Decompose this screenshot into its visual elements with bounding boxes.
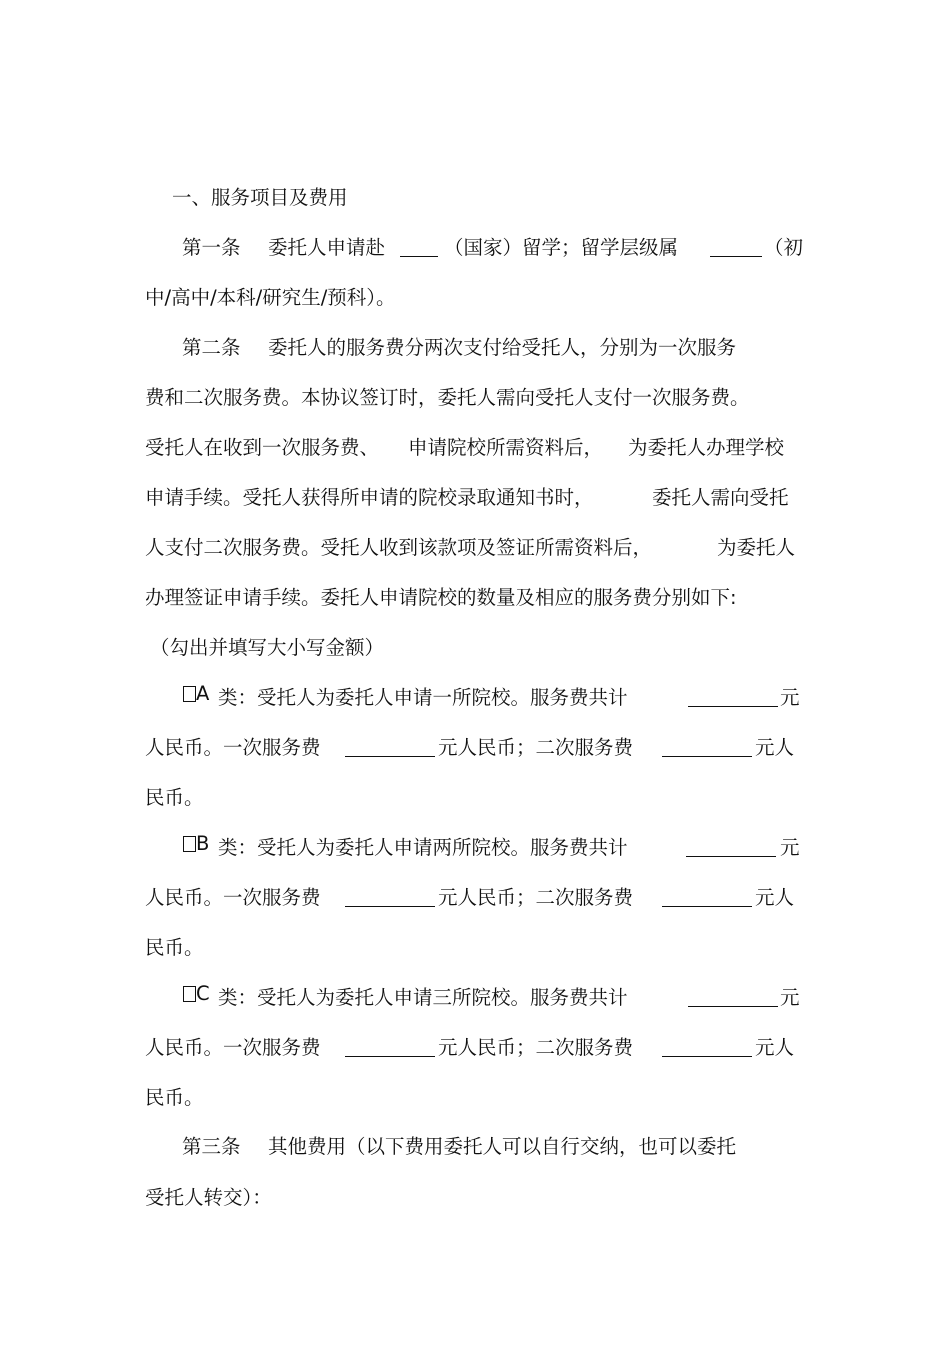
article-2-number: 第二条 [182, 336, 241, 359]
option-c-yuan: 元 [780, 986, 800, 1009]
article-1-text-c: （初 [764, 236, 804, 259]
option-b-letter: B [196, 832, 210, 855]
article-3-number: 第三条 [182, 1135, 241, 1158]
section-heading: 一、服务项目及费用 [172, 186, 348, 209]
option-b-first-fee-blank[interactable] [345, 906, 435, 907]
article-3-line-2: 受托人转交）： [145, 1186, 272, 1209]
option-c-line-2c: 元人 [755, 1036, 795, 1059]
article-2-line-3c: 为委托人办理学校 [628, 436, 785, 459]
article-2-line-6: 办理签证申请手续。委托人申请院校的数量及相应的服务费分别如下: [145, 586, 737, 609]
option-c-line-1: 类：受托人为委托人申请三所院校。服务费共计 [218, 986, 628, 1009]
option-b-second-fee-blank[interactable] [662, 906, 752, 907]
level-blank[interactable] [710, 256, 762, 257]
option-a-second-fee-blank[interactable] [662, 756, 752, 757]
option-c-line-3: 民币。 [145, 1086, 204, 1109]
article-2-line-4a: 申请手续。受托人获得所申请的院校录取通知书时， [145, 486, 594, 509]
article-1-text-d: 中/高中/本科/研究生/预科）。 [145, 286, 396, 309]
article-1-text-b: （国家）留学；留学层级属 [444, 236, 679, 259]
country-blank[interactable] [400, 256, 438, 257]
option-a-checkbox[interactable] [183, 686, 196, 702]
option-b-line-2b: 元人民币；二次服务费 [438, 886, 634, 909]
option-c-first-fee-blank[interactable] [345, 1056, 435, 1057]
article-2-line-7: （勾出并填写大小写金额） [150, 636, 385, 659]
option-a-yuan: 元 [780, 686, 800, 709]
option-a-line-2c: 元人 [755, 736, 795, 759]
option-a-total-blank[interactable] [688, 706, 778, 707]
option-c-checkbox[interactable] [183, 986, 196, 1002]
option-a-first-fee-blank[interactable] [345, 756, 435, 757]
option-a-line-2a: 人民币。一次服务费 [145, 736, 321, 759]
option-b-line-1: 类：受托人为委托人申请两所院校。服务费共计 [218, 836, 628, 859]
option-b-line-3: 民币。 [145, 936, 204, 959]
article-3-line-1: 其他费用（以下费用委托人可以自行交纳，也可以委托 [268, 1135, 737, 1158]
option-c-line-2b: 元人民币；二次服务费 [438, 1036, 634, 1059]
option-a-line-1: 类：受托人为委托人申请一所院校。服务费共计 [218, 686, 628, 709]
article-2-line-4b: 委托人需向受托 [652, 486, 789, 509]
option-b-line-2c: 元人 [755, 886, 795, 909]
article-1-number: 第一条 [182, 236, 241, 259]
option-c-line-2a: 人民币。一次服务费 [145, 1036, 321, 1059]
option-a-line-2b: 元人民币；二次服务费 [438, 736, 634, 759]
article-2-line-5b: 为委托人 [717, 536, 796, 559]
option-c-letter: C [196, 982, 210, 1005]
option-b-checkbox[interactable] [183, 836, 196, 852]
option-b-yuan: 元 [780, 836, 800, 859]
article-2-line-5a: 人支付二次服务费。受托人收到该款项及签证所需资料后， [145, 536, 653, 559]
option-b-total-blank[interactable] [686, 856, 776, 857]
option-c-second-fee-blank[interactable] [662, 1056, 752, 1057]
option-a-letter: A [196, 682, 210, 705]
option-a-line-3: 民币。 [145, 786, 204, 809]
article-1-text-a: 委托人申请赴 [268, 236, 386, 259]
article-2-line-3b: 申请院校所需资料后， [408, 436, 604, 459]
article-2-line-3a: 受托人在收到一次服务费、 [145, 436, 380, 459]
option-c-total-blank[interactable] [688, 1006, 778, 1007]
article-2-line-1: 委托人的服务费分两次支付给受托人，分别为一次服务 [268, 336, 737, 359]
option-b-line-2a: 人民币。一次服务费 [145, 886, 321, 909]
article-2-line-2: 费和二次服务费。本协议签订时，委托人需向受托人支付一次服务费。 [145, 386, 750, 409]
